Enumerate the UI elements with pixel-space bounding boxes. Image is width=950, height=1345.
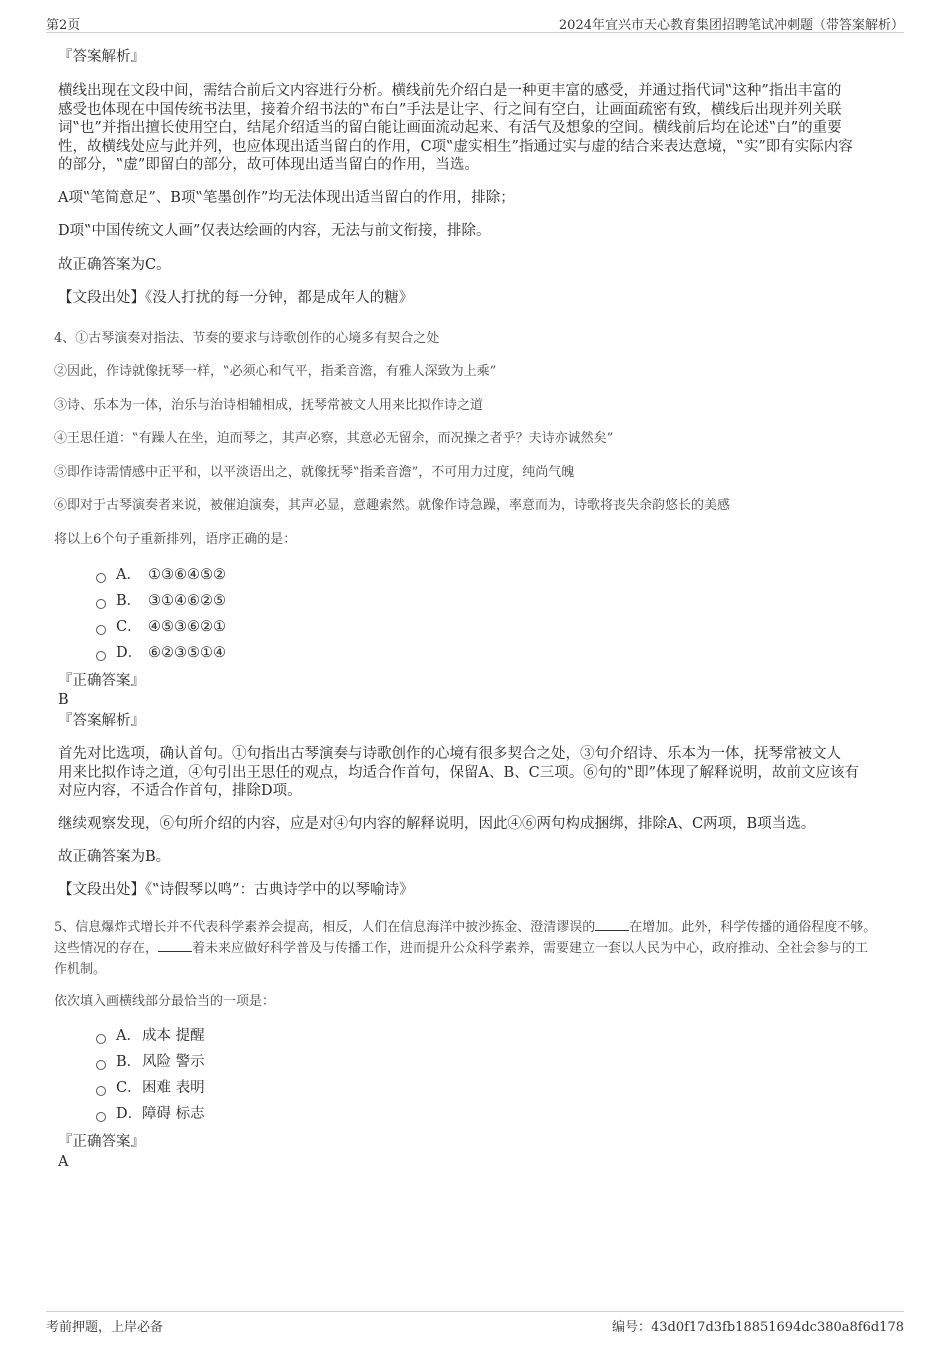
radio-icon[interactable] bbox=[96, 573, 106, 583]
option-key: B． bbox=[116, 1054, 142, 1070]
radio-icon[interactable] bbox=[96, 599, 106, 609]
analysis-line: 词‟也”并指出擅长使用空白，结尾介绍适当的留白能让画面流动起来、有活气及想象的空间。横线前后均在论述‟白”的重要 bbox=[58, 120, 842, 136]
analysis-line: 对应内容，不适合作首句，排除D项。 bbox=[58, 783, 302, 799]
answer-value: A bbox=[58, 1154, 69, 1170]
option-text: 困难 表明 bbox=[142, 1080, 205, 1096]
option-a[interactable] bbox=[96, 1027, 205, 1045]
radio-icon[interactable] bbox=[96, 1112, 106, 1122]
analysis-conclusion: 故正确答案为C。 bbox=[58, 257, 171, 273]
analysis-paragraph: A项‟笔简意足”、B项‟笔墨创作”均无法体现出适当留白的作用，排除； bbox=[58, 190, 515, 206]
option-key: C． bbox=[116, 1080, 142, 1096]
question-sentence: ②因此，作诗就像抚琴一样，‟必须心和气平，指柔音澹，有雅人深致为上乘” bbox=[54, 364, 497, 379]
option-key: A． bbox=[116, 1028, 141, 1044]
analysis-label: 『答案解析』 bbox=[58, 49, 145, 65]
question-prompt: 将以上6个句子重新排列，语序正确的是： bbox=[54, 532, 297, 547]
question-text: 在增加。此外，科学传播的通俗程度不够。 bbox=[629, 920, 877, 935]
option-key: C． bbox=[116, 619, 142, 635]
option-text: ⑥②③⑤①④ bbox=[148, 645, 226, 661]
option-text: ④⑤③⑥②① bbox=[148, 619, 226, 635]
option-text: ③①④⑥②⑤ bbox=[148, 593, 226, 609]
source-citation: 【文段出处】《没人打扰的每一分钟，都是成年人的糖》 bbox=[58, 290, 414, 306]
question-text: 这些情况的存在， bbox=[54, 941, 159, 956]
option-key: B． bbox=[116, 593, 142, 609]
radio-icon[interactable] bbox=[96, 1086, 106, 1096]
radio-icon[interactable] bbox=[96, 1060, 106, 1070]
answer-label: 『正确答案』 bbox=[58, 1134, 145, 1150]
question-sentence: 4、①古琴演奏对指法、节奏的要求与诗歌创作的心境多有契合之处 bbox=[54, 331, 440, 346]
question-text: 5、信息爆炸式增长并不代表科学素养会提高，相反，人们在信息海洋中披沙拣金、澄清谬误的 bbox=[54, 920, 596, 935]
radio-icon[interactable] bbox=[96, 651, 106, 661]
page-header bbox=[46, 12, 904, 33]
document-title: 2024年宜兴市天心教育集团招聘笔试冲刺题（带答案解析） bbox=[558, 18, 904, 33]
analysis-line: 首先对比选项，确认首句。①句指出古琴演奏与诗歌创作的心境有很多契合之处，③句介绍诗、乐本为一体，抚琴常被文人 bbox=[58, 746, 841, 762]
option-c[interactable] bbox=[96, 1079, 205, 1097]
option-text: 成本 提醒 bbox=[142, 1028, 205, 1044]
analysis-line: 性，故横线处应与此并列，也应体现出适当留白的作用，C项‟虚实相生”指通过实与虚的结合来表达意境，‟实”即有实际内容 bbox=[58, 138, 853, 155]
analysis-line: 用来比拟作诗之道，④句引出王思任的观点，均适合作首句，保留A、B、C三项。⑥句的‟即”体现了解释说明，故前文应该有 bbox=[58, 764, 860, 781]
question-text-line bbox=[54, 917, 904, 938]
page-footer bbox=[46, 1311, 904, 1334]
option-text: 障碍 标志 bbox=[142, 1106, 205, 1122]
option-key: D． bbox=[116, 645, 143, 661]
option-key: A． bbox=[116, 567, 141, 583]
page-number: 第2页 bbox=[46, 18, 81, 33]
fill-blank bbox=[158, 939, 192, 952]
question-sentence: ⑤即作诗需情感中正平和，以平淡语出之，就像抚琴‟指柔音澹”，不可用力过度，纯尚气魄 bbox=[54, 465, 575, 480]
question-prompt: 依次填入画横线部分最恰当的一项是： bbox=[54, 994, 276, 1009]
analysis-line: 的部分，‟虚”即留白的部分，故可体现出适当留白的作用，当选。 bbox=[58, 157, 479, 173]
analysis-paragraph: D项‟中国传统文人画”仅表达绘画的内容，无法与前文衔接，排除。 bbox=[58, 223, 491, 239]
analysis-line: 感受也体现在中国传统书法里，接着介绍书法的‟布白”手法是让字、行之间有空白，让画面疏密有致，横线后出现并列关联 bbox=[58, 101, 842, 118]
footer-slogan: 考前押题，上岸必备 bbox=[46, 1320, 164, 1335]
document-id: 编号：43d0f17d3fb18851694dc380a8f6d178 bbox=[611, 1320, 904, 1335]
option-b[interactable] bbox=[96, 592, 226, 610]
question-text: 着未来应做好科学普及与传播工作，进而提升公众科学素养，需要建立一套以人民为中心，政府推动、全社会参与的工 bbox=[192, 941, 869, 956]
source-citation: 【文段出处】《‟诗假琴以鸣”：古典诗学中的以琴喻诗》 bbox=[58, 882, 414, 898]
option-text: 风险 警示 bbox=[142, 1054, 205, 1070]
option-d[interactable] bbox=[96, 644, 226, 662]
fill-blank bbox=[595, 918, 629, 931]
analysis-line: 横线出现在文段中间，需结合前后文内容进行分析。横线前先介绍白是一种更丰富的感受，并通过指代词‟这种”指出丰富的 bbox=[58, 83, 842, 99]
analysis-paragraph: 继续观察发现，⑥句所介绍的内容，应是对④句内容的解释说明，因此④⑥两句构成捆绑，排除A、C两项，B项当选。 bbox=[58, 816, 816, 832]
option-c[interactable] bbox=[96, 618, 226, 636]
option-key: D． bbox=[116, 1106, 143, 1122]
question-sentence: ④王思任道：‟有躁人在坐，迫而琴之，其声必察，其意必无留余，而况操之者乎？夫诗亦诚然矣” bbox=[54, 431, 614, 446]
option-a[interactable] bbox=[96, 566, 226, 584]
radio-icon[interactable] bbox=[96, 625, 106, 635]
answer-value: B bbox=[58, 692, 69, 708]
question-text-line bbox=[54, 938, 904, 959]
option-text: ①③⑥④⑤② bbox=[148, 567, 226, 583]
question-sentence: ⑥即对于古琴演奏者来说，被催迫演奏，其声必显，意趣索然。就像作诗急躁，率意而为，诗歌将丧失余韵悠长的美感 bbox=[54, 498, 731, 513]
question-text-line: 作机制。 bbox=[54, 962, 107, 977]
analysis-label: 『答案解析』 bbox=[58, 713, 145, 729]
question-sentence: ③诗、乐本为一体，治乐与治诗相辅相成，抚琴常被文人用来比拟作诗之道 bbox=[54, 398, 484, 413]
option-b[interactable] bbox=[96, 1053, 205, 1071]
radio-icon[interactable] bbox=[96, 1034, 106, 1044]
option-d[interactable] bbox=[96, 1105, 205, 1123]
answer-label: 『正确答案』 bbox=[58, 673, 145, 689]
analysis-conclusion: 故正确答案为B。 bbox=[58, 849, 171, 865]
